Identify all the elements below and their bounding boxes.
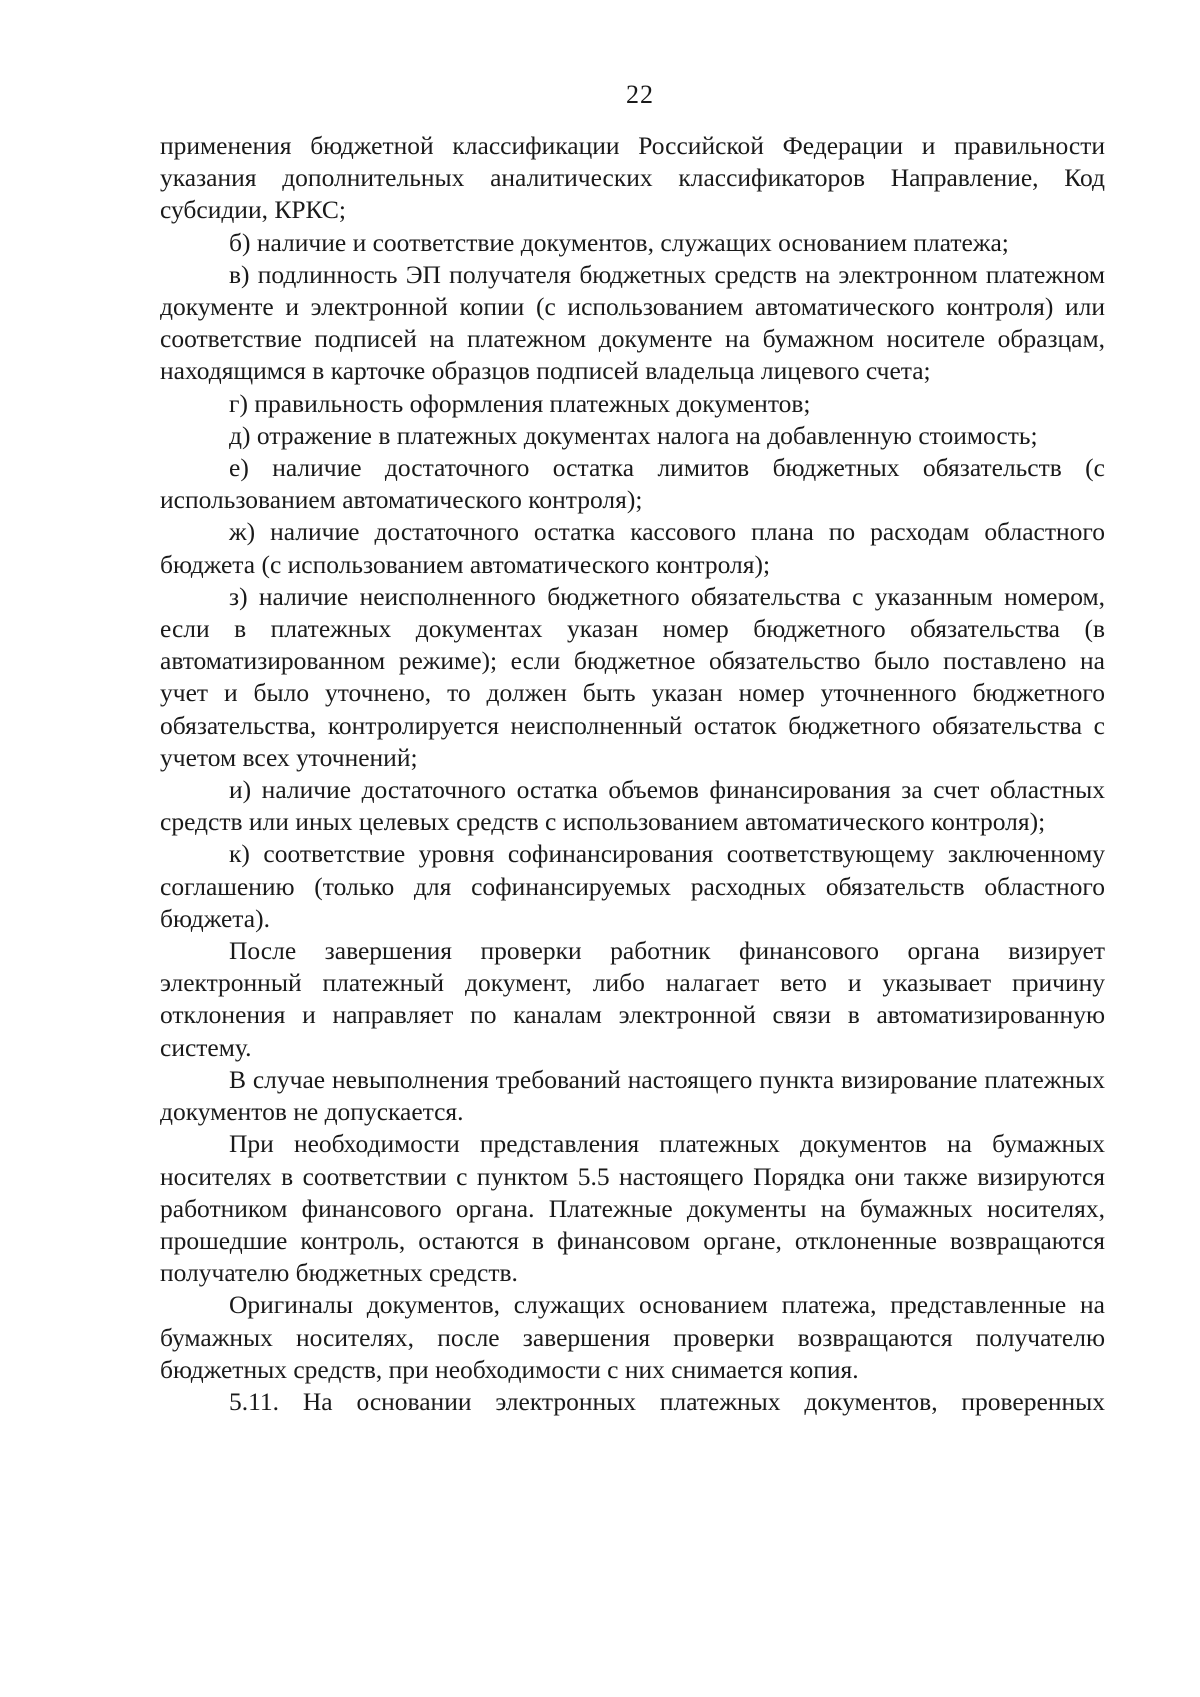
- paragraph: б) наличие и соответствие документов, служащих основанием платежа;: [229, 227, 1009, 257]
- paragraph: и) наличие достаточного остатка объемов финансирования за счет областных средств или иных целевых средств с использованием автоматического контроля);: [160, 775, 1105, 837]
- paragraph: применения бюджетной классификации Российской Федерации и правильности указания дополнительных аналитических классификаторов Направление, Код субсидии, КРКС;: [160, 131, 1105, 225]
- page-number: 22: [626, 80, 654, 109]
- paragraph: з) наличие неисполненного бюджетного обязательства с указанным номером, если в платежных документах указан номер бюджетного обязательства (в автоматизированном режиме); если бюджетное обязательство было поставлено на учет и было уточнено, то должен быть указан номер уточненного бюджетного обязательства, контролируется неисполненный остаток бюджетного обязательства с учетом всех уточнений;: [160, 581, 1105, 772]
- paragraph: д) отражение в платежных документах налога на добавленную стоимость;: [229, 420, 1038, 450]
- paragraph: В случае невыполнения требований настоящего пункта визирование платежных документов не допускается.: [160, 1064, 1105, 1127]
- paragraph: После завершения проверки работник финансового органа визирует электронный платежный документ, либо налагает вето и указывает причину отклонения и направляет по каналам электронной связи в автоматизированную систему.: [160, 936, 1105, 1062]
- paragraph: Оригиналы документов, служащих основанием платежа, представленные на бумажных носителях, после завершения проверки возвращаются получателю бюджетных средств, при необходимости с них снимается копия.: [160, 1290, 1105, 1384]
- paragraph: к) соответствие уровня софинансирования соответствующему заключенному соглашению (только для софинансируемых расходных обязательств областного бюджета).: [160, 839, 1105, 933]
- paragraph: При необходимости представления платежных документов на бумажных носителях в соответствии с пунктом 5.5 настоящего Порядка они также визируются работником финансового органа. Платежные документы на бумажных носителях, прошедшие контроль, остаются в финансовом органе, отклоненные возвращаются получателю бюджетных средств.: [160, 1129, 1105, 1288]
- document-body: [160, 130, 1105, 1418]
- paragraph: ж) наличие достаточного остатка кассового плана по расходам областного бюджета (с использованием автоматического контроля);: [160, 517, 1105, 579]
- paragraph: 5.11. На основании электронных платежных документов, проверенных: [229, 1386, 1105, 1416]
- paragraph: г) правильность оформления платежных документов;: [229, 388, 811, 418]
- paragraph: в) подлинность ЭП получателя бюджетных средств на электронном платежном документе и электронной копии (с использованием автоматического контроля) или соответствие подписей на платежном документе на бумажном носителе образцам, находящимся в карточке образцов подписей владельца лицевого счета;: [160, 259, 1105, 386]
- paragraph: е) наличие достаточного остатка лимитов бюджетных обязательств (с использованием автоматического контроля);: [160, 453, 1105, 515]
